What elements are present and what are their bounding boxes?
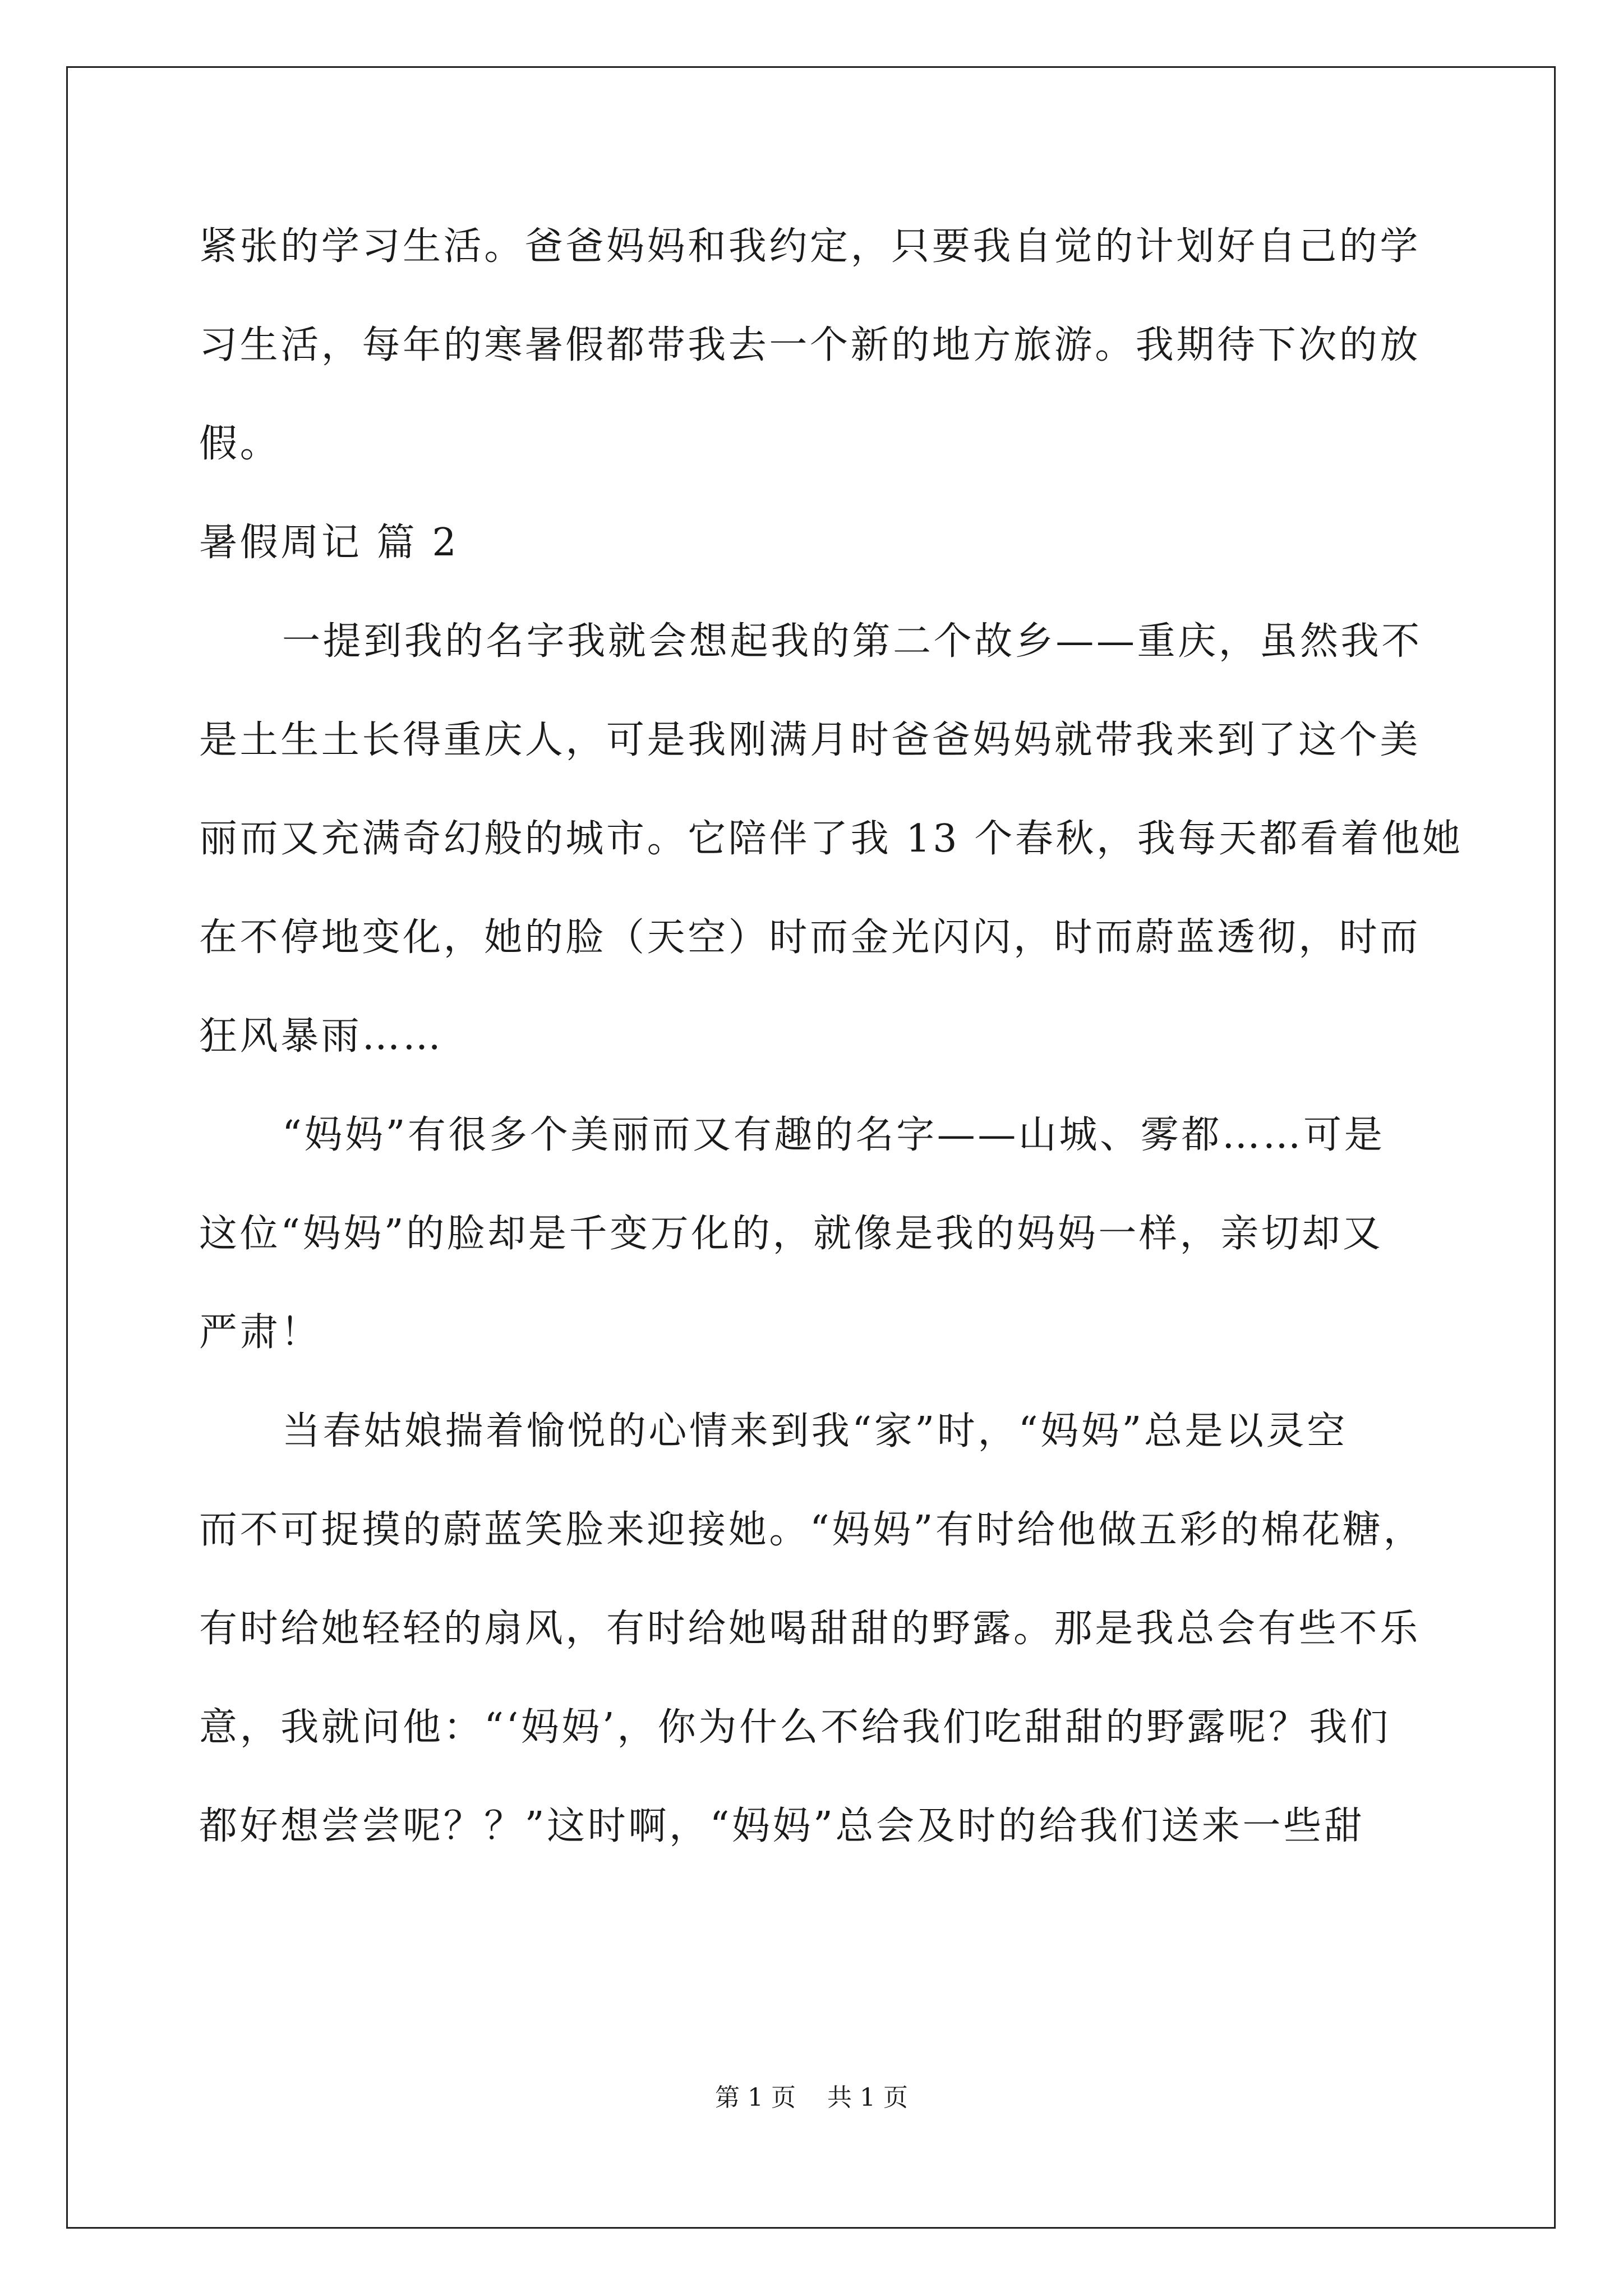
paragraph-line: 在不停地变化，她的脸（天空）时而金光闪闪，时而蔚蓝透彻，时而 bbox=[199, 915, 1421, 960]
paragraph-line: 紧张的学习生活。爸爸妈妈和我约定，只要我自觉的计划好自己的学 bbox=[199, 224, 1421, 269]
paragraph-line: 狂风暴雨…… bbox=[199, 1014, 444, 1059]
paragraph-line: “妈妈”有很多个美丽而又有趣的名字——山城、雾都……可是 bbox=[282, 1113, 1385, 1157]
page-footer bbox=[0, 2081, 1623, 2115]
document-body bbox=[199, 197, 1463, 1876]
paragraph-line: 丽而又充满奇幻般的城市。它陪伴了我 13 个春秋，我每天都看着他她 bbox=[199, 817, 1463, 861]
paragraph-line: 而不可捉摸的蔚蓝笑脸来迎接她。“妈妈”有时给他做五彩的棉花糖， bbox=[199, 1508, 1424, 1552]
section-heading: 暑假周记 篇 2 bbox=[199, 521, 459, 565]
paragraph-line: 习生活，每年的寒暑假都带我去一个新的地方旅游。我期待下次的放 bbox=[199, 323, 1421, 367]
paragraph-line: 假。 bbox=[199, 422, 281, 466]
paragraph-line: 这位“妈妈”的脸却是千变万化的，就像是我的妈妈一样，亲切却又 bbox=[199, 1212, 1384, 1256]
paragraph-line: 都好想尝尝呢？？”这时啊，“妈妈”总会及时的给我们送来一些甜 bbox=[199, 1804, 1365, 1848]
paragraph-line: 是土生土长得重庆人，可是我刚满月时爸爸妈妈就带我来到了这个美 bbox=[199, 718, 1421, 762]
page-number-total: 共 1 页 bbox=[827, 2083, 908, 2112]
paragraph-line: 严肃！ bbox=[199, 1310, 321, 1355]
paragraph-line: 有时给她轻轻的扇风，有时给她喝甜甜的野露。那是我总会有些不乐 bbox=[199, 1607, 1421, 1651]
paragraph-line: 意，我就问他：“‘妈妈’，你为什么不给我们吃甜甜的野露呢？我们 bbox=[199, 1705, 1391, 1750]
paragraph-line: 一提到我的名字我就会想起我的第二个故乡——重庆，虽然我不 bbox=[282, 619, 1422, 664]
page-number-current: 第 1 页 bbox=[715, 2083, 796, 2112]
paragraph-line: 当春姑娘揣着愉悦的心情来到我“家”时，“妈妈”总是以灵空 bbox=[282, 1409, 1348, 1453]
